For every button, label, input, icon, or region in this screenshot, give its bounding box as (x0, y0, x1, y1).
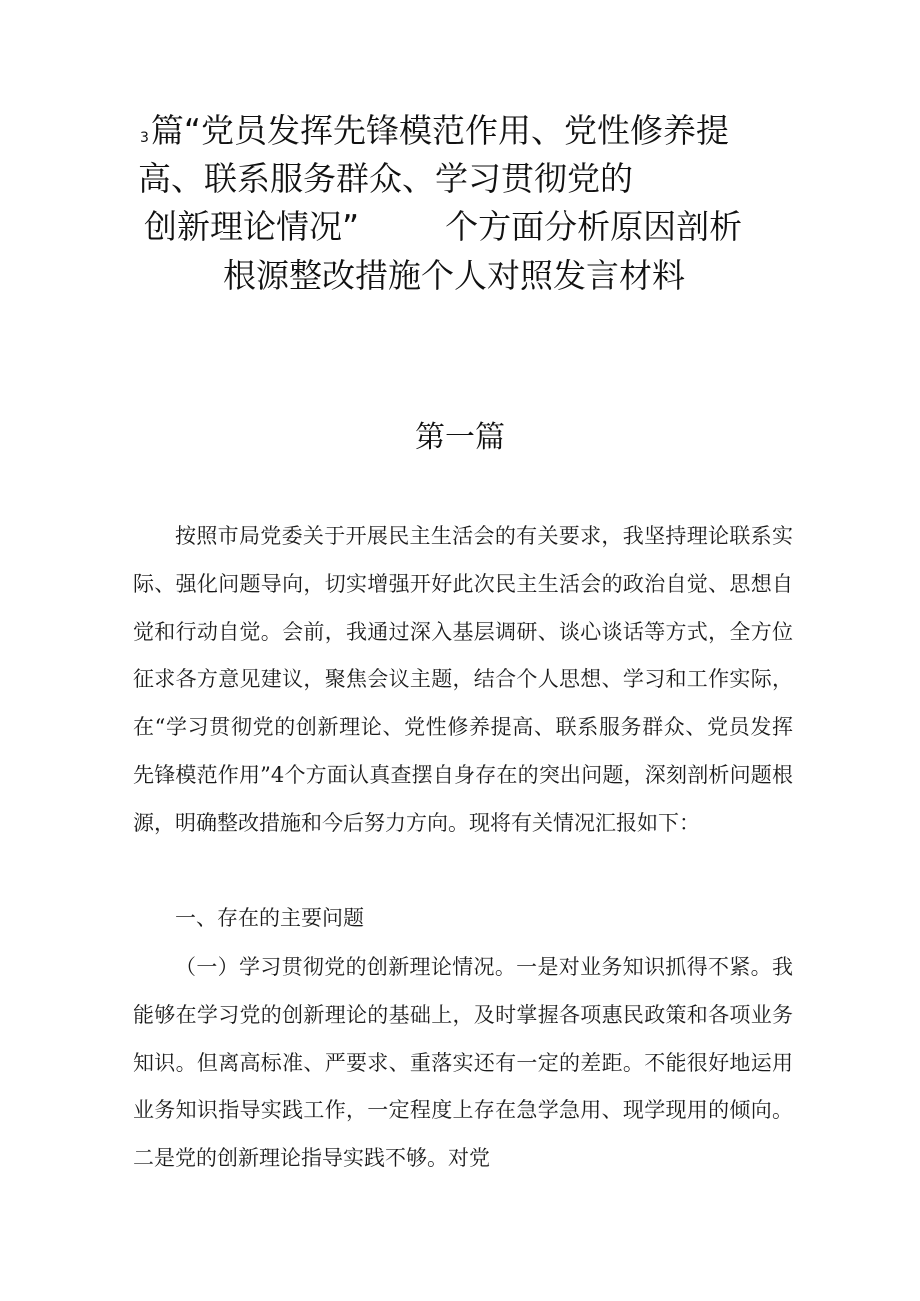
title-number: 3 (140, 130, 149, 146)
body-heading-problems (133, 895, 793, 943)
document-title-line-1 (140, 111, 729, 158)
document-title-line-3 (144, 207, 742, 247)
body-paragraph-study (133, 944, 793, 1183)
title-line-1-text: 篇“党员发挥先锋模范作用、党性修养提 (150, 111, 730, 150)
document-title-line-2: 高、联系服务群众、学习贯彻党的 (138, 159, 633, 198)
section-title: 第一篇 (415, 420, 505, 455)
paragraph-text: 按照市局党委关于开展民主生活会的有关要求，我坚持理论联系实际、强化问题导向，切实增强开好此次民主生活会的政治自觉、思想自觉和行动自觉。会前，我通过深入基层调研、谈心谈话等方式，全方位征求各方意见建议，聚焦会议主题，结合个人思想、学习和工作实际，在“学习贯彻党的创新理论、党性修养提高、联系服务群众、党员发挥先锋模范作用”4个方面认真查摆自身存在的突出问题，深刻剖析问题根源，明确整改措施和今后努力方向。现将有关情况汇报如下： (133, 524, 793, 835)
document-title-line-4: 根源整改措施个人对照发言材料 (223, 256, 685, 295)
paragraph-text: （一）学习贯彻党的创新理论情况。一是对业务知识抓得不紧。我能够在学习党的创新理论的基础上，及时掌握各项惠民政策和各项业务知识。但离高标准、严要求、重落实还有一定的差距。不能很好地运用业务知识指导实践工作，一定程度上存在急学急用、现学现用的倾向。二是党的创新理论指导实践不够。对党 (133, 955, 793, 1171)
body-paragraph-intro (133, 513, 793, 848)
title-line-3-part-a: 创新理论情况” (144, 207, 360, 246)
title-line-3-part-b: 个方面分析原因剖析 (445, 207, 743, 246)
heading-text: 一、存在的主要问题 (175, 906, 364, 930)
